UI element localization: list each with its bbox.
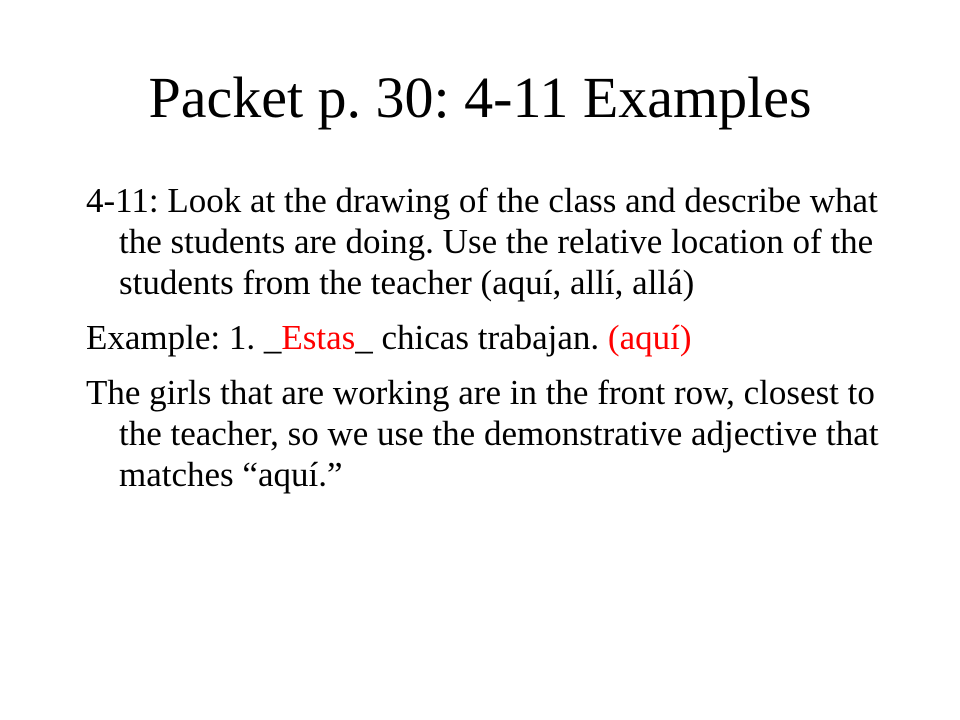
slide-title: Packet p. 30: 4-11 Examples [148, 65, 812, 130]
example-middle: _ chicas trabajan. [355, 318, 608, 357]
example-prefix: Example: 1. _ [86, 318, 282, 357]
example-paragraph [86, 317, 926, 358]
example-answer: Estas [281, 318, 356, 357]
slide-body [86, 180, 926, 509]
instruction-paragraph: 4-11: Look at the drawing of the class and describe what the students are doing. Use the relative location of the students from the teacher (aquí, allí, allá) [86, 181, 878, 302]
explanation-paragraph: The girls that are working are in the front row, closest to the teacher, so we use the demonstrative adjective that matches “aquí.” [86, 373, 879, 494]
example-hint: (aquí) [607, 318, 692, 357]
